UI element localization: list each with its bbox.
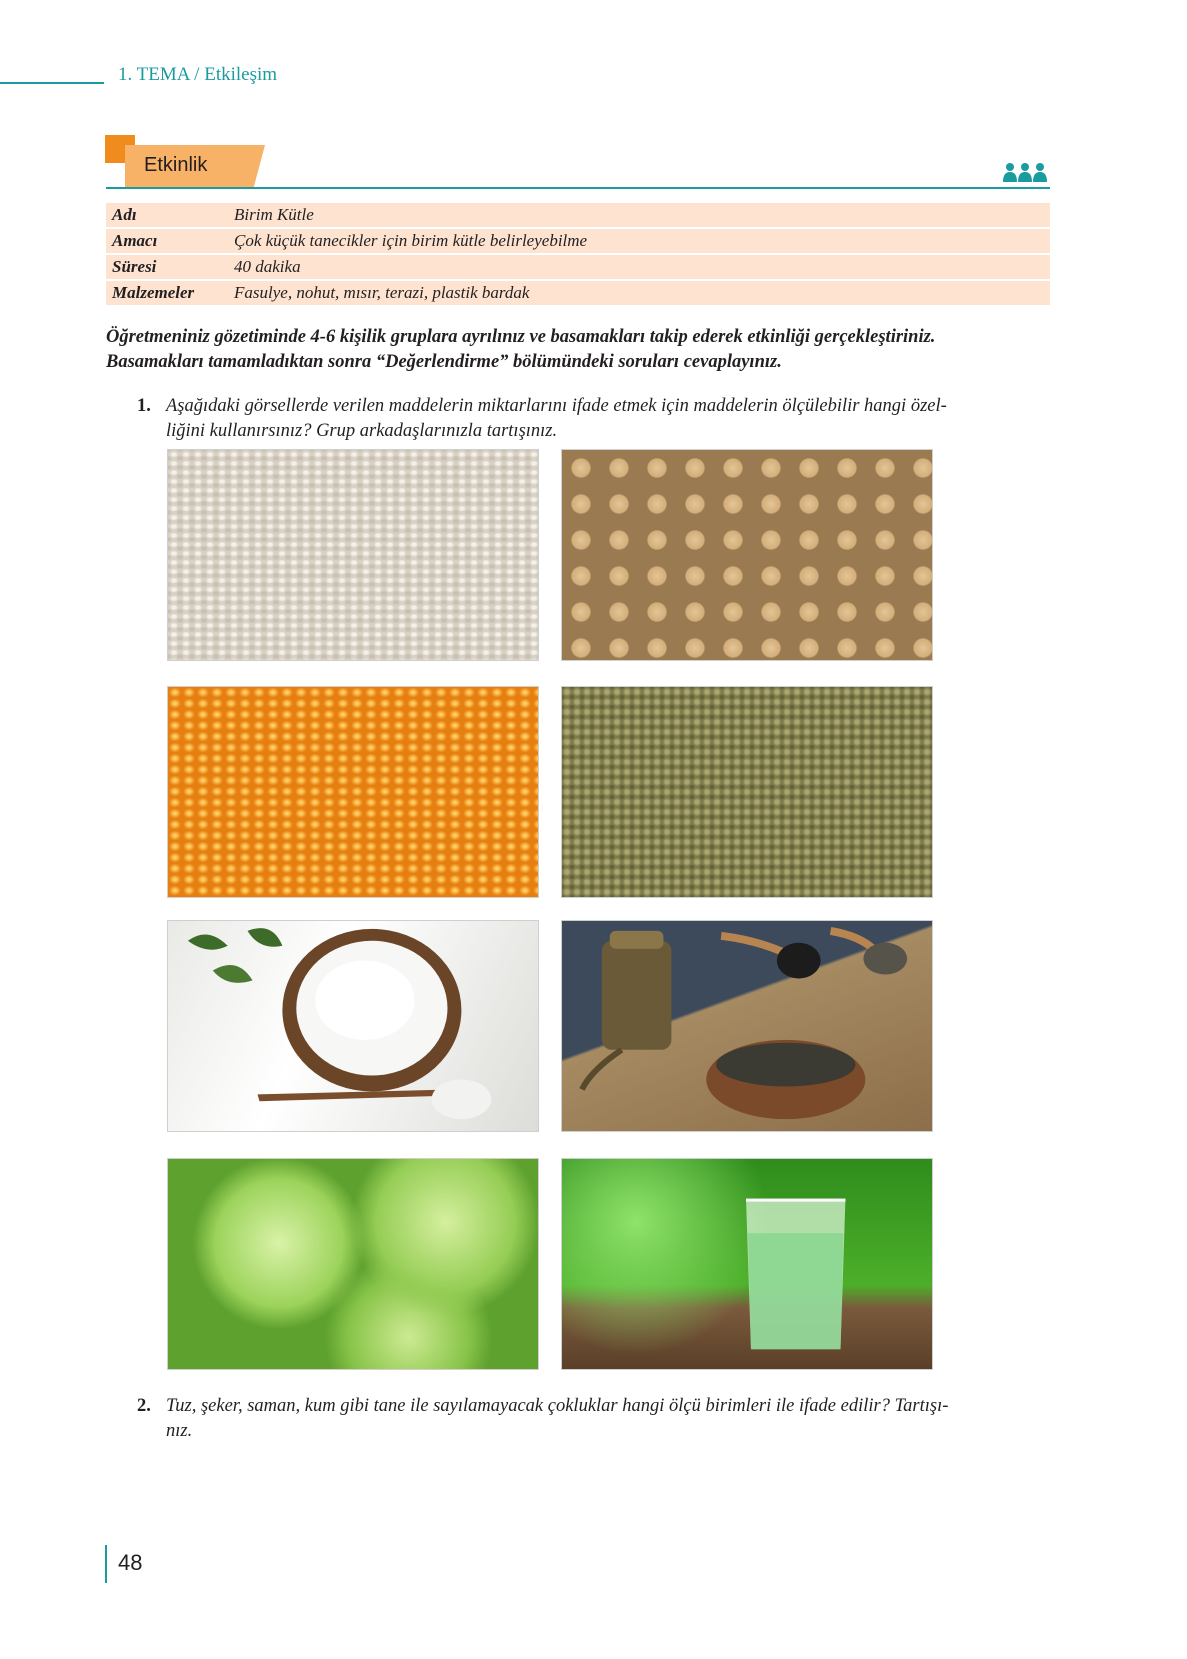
page-number-rule: [105, 1545, 107, 1583]
activity-rule: [106, 187, 1050, 189]
question-2: [137, 1394, 1047, 1444]
activity-info-table: [106, 201, 1050, 307]
photo-cabbages: [167, 1158, 539, 1370]
info-key: Adı: [106, 203, 228, 227]
question-text: liğini kullanırsınız? Grup arkadaşlarınızla tartışınız.: [166, 421, 558, 441]
instructions-line: Basamakları tamamladıktan sonra “Değerlendirme” bölümündeki soruları cevaplayınız.: [106, 352, 782, 372]
question-1: [137, 394, 1047, 444]
photo-white-beans: [167, 449, 539, 661]
question-text: Tuz, şeker, saman, kum gibi tane ile sayılamayacak çokluklar hangi ölçü birimleri ile ifade edilir? Tartışı-: [166, 1396, 949, 1416]
activity-label: Etkinlik: [144, 154, 208, 176]
photo-glass-of-water: [561, 1158, 933, 1370]
photo-corn-kernels: [167, 686, 539, 898]
header-rule: [0, 82, 104, 84]
question-number: 1.: [137, 396, 151, 416]
photo-chickpeas: [561, 449, 933, 661]
photo-salt-bowl: [167, 920, 539, 1132]
photo-green-lentils: [561, 686, 933, 898]
info-value: Çok küçük tanecikler için birim kütle belirleyebilme: [228, 229, 1050, 253]
info-row: [106, 281, 1050, 305]
page-number: 48: [118, 1550, 143, 1575]
question-text: nız.: [166, 1421, 193, 1441]
info-row: [106, 203, 1050, 227]
theme-title: 1. TEMA / Etkileşim: [118, 64, 278, 85]
instructions-line: Öğretmeniniz gözetiminde 4-6 kişilik gruplara ayrılınız ve basamakları takip ederek etkinliği gerçekleştiriniz.: [106, 327, 936, 347]
info-value: Fasulye, nohut, mısır, terazi, plastik bardak: [228, 281, 1050, 305]
info-row: [106, 255, 1050, 279]
info-key: Süresi: [106, 255, 228, 279]
question-number: 2.: [137, 1396, 151, 1416]
instructions: [106, 325, 1052, 375]
photo-black-pepper-grinder: [561, 920, 933, 1132]
info-row: [106, 229, 1050, 253]
question-text: Aşağıdaki görsellerde verilen maddelerin miktarlarını ifade etmek için maddelerin ölçülebilir hangi özel-: [166, 396, 947, 416]
group-people-icon: [1002, 162, 1048, 184]
info-key: Malzemeler: [106, 281, 228, 305]
info-value: 40 dakika: [228, 255, 1050, 279]
info-value: Birim Kütle: [228, 203, 1050, 227]
info-key: Amacı: [106, 229, 228, 253]
